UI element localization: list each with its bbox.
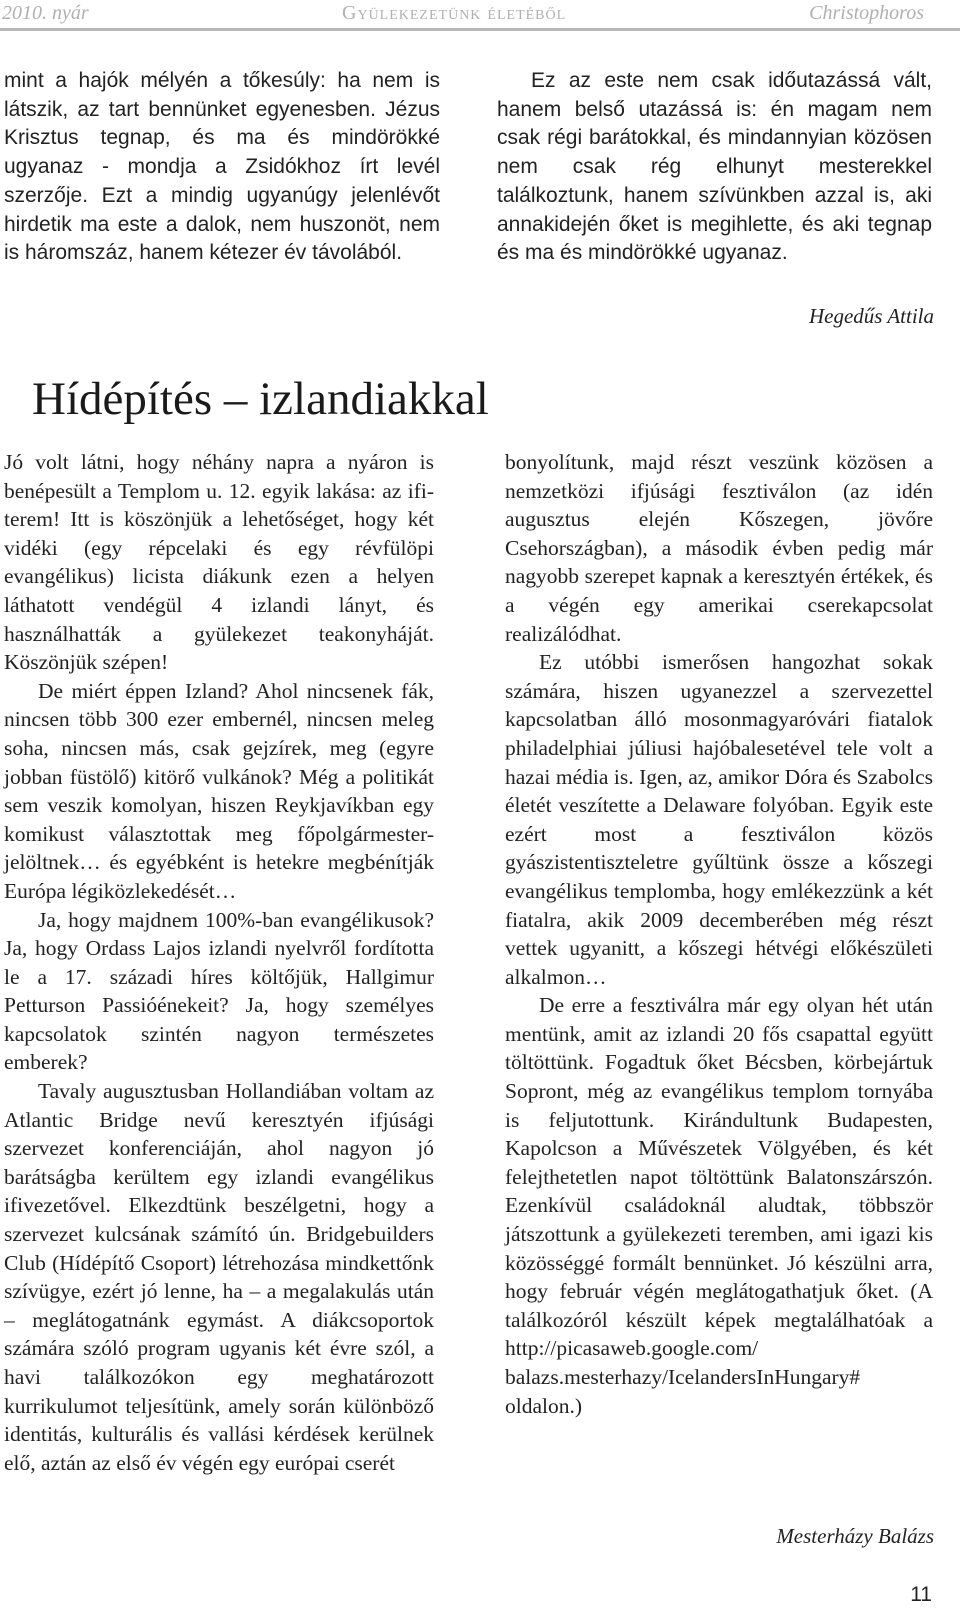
header-issue: 2010. nyár	[2, 2, 89, 24]
article-title: Hídépítés – izlandiakkal	[32, 373, 489, 425]
paragraph: De erre a fesztiválra már egy olyan hét után mentünk, amit az izlandi 20 fős csapattal együtt töltöttünk. Fogadtuk őket Bécsben, körbejártuk Sopront, még az evangélikus templom tornyába is feljutottunk. Kirándultunk Budapesten, Kapolcson a Művészetek Völgyében, és két felejthetetlen napot töltöttünk Balatonszárszón. Ezenkívül családoknál aludtak, többször játszottunk a gyülekezeti teremben, ami igazi kis közösséggé formált bennünket. Jó készülni arra, hogy február végén meglátogathatjuk őket. (A találkozóról készült képek megtalálhatóak a http://picasaweb.google.com/ balazs.mesterhazy/IcelandersInHungary# oldalon.)	[505, 993, 933, 1418]
top-right-column	[497, 67, 932, 268]
top-left-column	[4, 67, 440, 268]
paragraph: Jó volt látni, hogy néhány napra a nyáron is benépesült a Templom u. 12. egyik lakása: az ifi-terem! Itt is köszönjük a lehetőséget, hogy két vidéki (egy répcelaki és egy révfülöpi evangélikus) licista diákunk ezen a helyen láthatott vendégül 4 izlandi lányt, és használhatták a gyülekezet teakonyháját. Köszönjük szépen!	[4, 450, 434, 675]
paragraph: De miért éppen Izland? Ahol nincsenek fák, nincsen több 300 ezer embernél, nincsen meleg soha, nincsen más, csak gejzírek, meg (egyre jobban füstölő) kitörő vulkánok? Még a politikát sem veszik komolyan, hiszen Reykjavíkban egy komikust választottak meg főpolgármester-jelöltnek… és egyébként is hetekre megbénítják Európa légiközlekedését…	[4, 678, 434, 903]
top-left-paragraph: mint a hajók mélyén a tőkesúly: ha nem is látszik, az tart bennünket egyenesben. Jézus Krisztus tegnap, és ma és mindörökké ugyanaz - mondja a Zsidókhoz írt levél szerzője. Ezt a mindig ugyanúgy jelenlévőt hirdetik ma este a dalok, nem huszonöt, nem is háromszáz, hanem kétezer év távolából.	[4, 69, 440, 265]
paragraph: bonyolítunk, majd részt veszünk közösen a nemzetközi ifjúsági fesztiválon (az idén augusztus elején Kőszegen, jövőre Csehországban), a második évben pedig már nagyobb szerepet kapnak a keresztyén értékek, és a végén egy amerikai cserekapcsolat realizálódhat.	[505, 450, 933, 646]
top-right-paragraph: Ez az este nem csak időutazássá vált, hanem belső utazássá is: én magam nem csak régi barátokkal, és mindannyian közösen nem csak rég elhunyt mesterekkel találkoztunk, hanem szívünkben azzal is, aki annakidején őket is megihlette, és aki tegnap és ma és mindörökké ugyanaz.	[497, 69, 932, 265]
article-left-column	[4, 448, 434, 1477]
article-right-column	[505, 448, 933, 1420]
author-signature-top: Hegedűs Attila	[808, 304, 934, 328]
header-publication: Christophoros	[809, 2, 924, 24]
page-number: 11	[910, 1583, 932, 1606]
header-section: Gyülekezetünk életéből	[342, 2, 567, 24]
author-signature-bottom: Mesterházy Balázs	[776, 1524, 934, 1548]
paragraph: Ja, hogy majdnem 100%-ban evangélikusok? Ja, hogy Ordass Lajos izlandi nyelvről fordította le a 17. századi híres költőjük, Hallgimur Petturson Passióénekeit? Ja, hogy személyes kapcsolatok szintén nagyon természetes emberek?	[4, 907, 434, 1075]
running-header	[0, 0, 960, 31]
paragraph: Tavaly augusztusban Hollandiában voltam az Atlantic Bridge nevű keresztyén ifjúsági szervezet konferenciáján, ahol nagyon jó barátságba kerültem egy izlandi evangélikus ifivezetővel. Elkezdtünk beszélgetni, hogy a szervezet kulcsának számító ún. Bridgebuilders Club (Hídépítő Csoport) létrehozása mindkettőnk szívügye, ezért jó lenne, ha – a megalakulás után – meglátogatnánk egymást. A diákcsoportok számára szóló program ugyanis két évre szól, a havi találkozókon egy meghatározott kurrikulumot teljesítünk, amely során különböző identitás, kulturális és vallási kérdések kerülnek elő, aztán az első év végén egy európai cserét	[4, 1079, 434, 1475]
paragraph: Ez utóbbi ismerősen hangozhat sokak számára, hiszen ugyanezzel a szervezettel kapcsolatban álló mosonmagyaróvári fiatalok philadelphiai júliusi hajóbalesetével tele volt a hazai média is. Igen, az, amikor Dóra és Szabolcs életét veszítette a Delaware folyóban. Egyik este ezért most a fesztiválon közös gyászistentiszteletre gyűltünk össze a kőszegi evangélikus templomba, hogy emlékezzünk a két fiatalra, akik 2009 decemberében még részt vettek ugyanitt, a kőszegi hétvégi előkészületi alkalmon…	[505, 650, 933, 989]
